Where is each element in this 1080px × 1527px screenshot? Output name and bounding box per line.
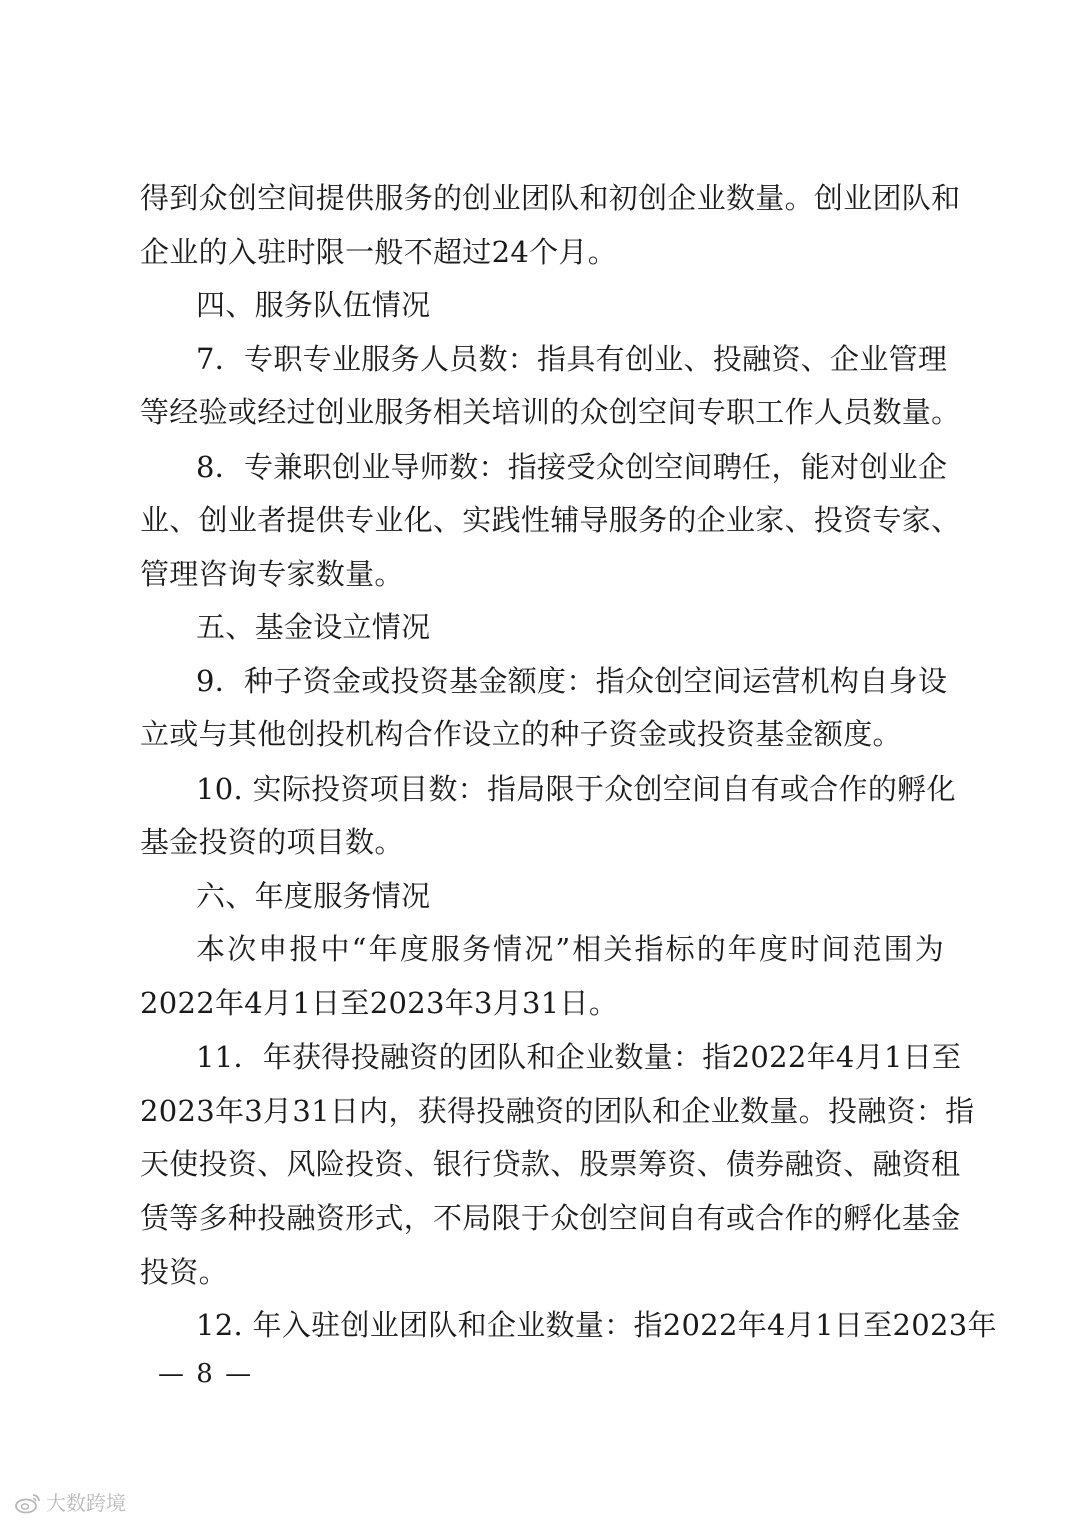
body-text-line: 立或与其他创投机构合作设立的种子资金或投资基金额度。: [140, 717, 902, 751]
body-text-line: 8．专兼职创业导师数：指接受众创空间聘任，能对创业企: [196, 450, 948, 484]
body-text-line: 9．种子资金或投资基金额度：指众创空间运营机构自身设: [196, 664, 948, 698]
body-text-line: 10. 实际投资项目数：指局限于众创空间自有或合作的孵化: [196, 772, 956, 806]
body-text-line: 等经验或经过创业服务相关培训的众创空间专职工作人员数量。: [140, 395, 961, 429]
body-text-line: 企业的入驻时限一般不超过24个月。: [140, 235, 618, 269]
body-text-line: 2022年4月1日至2023年3月31日。: [140, 986, 619, 1020]
page-number: — 8 —: [158, 1359, 254, 1389]
section-heading: 四、服务队伍情况: [196, 288, 431, 322]
section-heading: 六、年度服务情况: [196, 879, 431, 913]
body-text-line: 管理咨询专家数量。: [140, 557, 404, 591]
body-text-line: 2023年3月31日内，获得投融资的团队和企业数量。投融资：指: [140, 1094, 975, 1128]
body-text-line: 得到众创空间提供服务的创业团队和初创企业数量。创业团队和: [140, 181, 961, 215]
body-text-line: 11．年获得投融资的团队和企业数量：指2022年4月1日至: [196, 1040, 962, 1074]
body-text-line: 基金投资的项目数。: [140, 825, 404, 859]
body-text-line: 赁等多种投融资形式，不局限于众创空间自有或合作的孵化基金: [140, 1201, 961, 1235]
body-text-line: 天使投资、风险投资、银行贷款、股票筹资、债券融资、融资租: [140, 1147, 961, 1181]
section-heading: 五、基金设立情况: [196, 610, 431, 644]
watermark: [14, 1490, 126, 1516]
body-text-line: 本次申报中“年度服务情况”相关指标的年度时间范围为: [196, 932, 944, 966]
weibo-logo-icon: [14, 1492, 42, 1514]
watermark-text: 大数跨境: [46, 1491, 126, 1515]
body-text-line: 7．专职专业服务人员数：指具有创业、投融资、企业管理: [196, 342, 948, 376]
body-text-line: 投资。: [140, 1255, 228, 1289]
body-text-line: 12. 年入驻创业团队和企业数量：指2022年4月1日至2023年: [196, 1308, 997, 1342]
body-text-line: 业、创业者提供专业化、实践性辅导服务的企业家、投资专家、: [140, 503, 961, 537]
